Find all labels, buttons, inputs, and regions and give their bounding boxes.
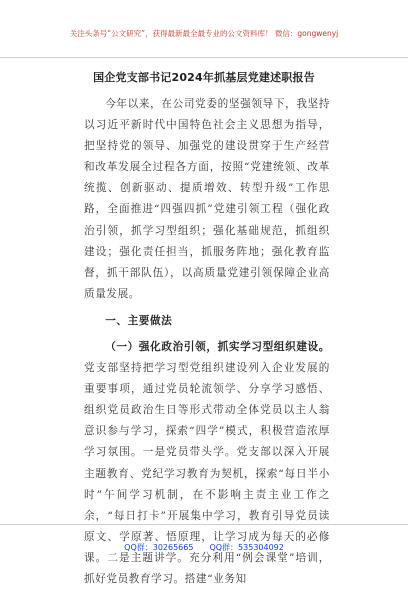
qq-group-1: QQ群：30265665 xyxy=(124,543,194,552)
subsection-body: 党支部坚持把学习型党组织建设列入企业发展的重要事项，通过党员轮流领学、分享学习感悟、组织党员政治生日等形式带动全体党员以主人翁意识参与学习，探索“四学”模式，积极营造浓厚学习氛围。一是党员带头学。党支部以深入开展主题教育、党纪学习教育为契机，探索“每日半小时”午间学习机制，在不影响主责主业工作之余，“每日打卡”开展集中学习，教育引导党员读原文、学原著、悟原理，让学习成为每天的必修课。二是主题讲学。充分利用“例会课堂”培训，抓好党员教育学习。搭建“业务知 xyxy=(84,362,330,585)
header-banner xyxy=(0,0,408,58)
document-title: 国企党支部书记2024年抓基层党建述职报告 xyxy=(93,71,315,84)
section-heading-main-practices: 一、主要做法 xyxy=(105,314,173,327)
qq-group-2: QQ群：535304092 xyxy=(209,543,284,552)
document-body xyxy=(84,94,330,590)
footer-qq-line xyxy=(0,542,408,553)
subsection-heading: （一）强化政治引领，抓实学习型组织建设。 xyxy=(105,340,330,353)
header-banner-text: 关注头条号“公文研究”，获得最新最全最专业的公文资料库！ 微信：gongwenyj xyxy=(69,29,339,38)
intro-paragraph: 今年以来，在公司党委的坚强领导下，我坚持以习近平新时代中国特色社会主义思想为指导，把坚持党的领导、加强党的建设贯穿于生产经营和改革发展全过程各方面，按照“党建统领、改革统揽、创新驱动、提质增效、转型升级”工作思路，全面推进“四强四抓”党建引领工程（强化政治引领，抓学习型组织；强化基础规范，抓组织建设；强化责任担当，抓服务阵地；强化教育监督，抓干部队伍），以高质量党建引领保障企业高质量发展。 xyxy=(84,98,330,300)
footer-banner xyxy=(0,524,408,580)
